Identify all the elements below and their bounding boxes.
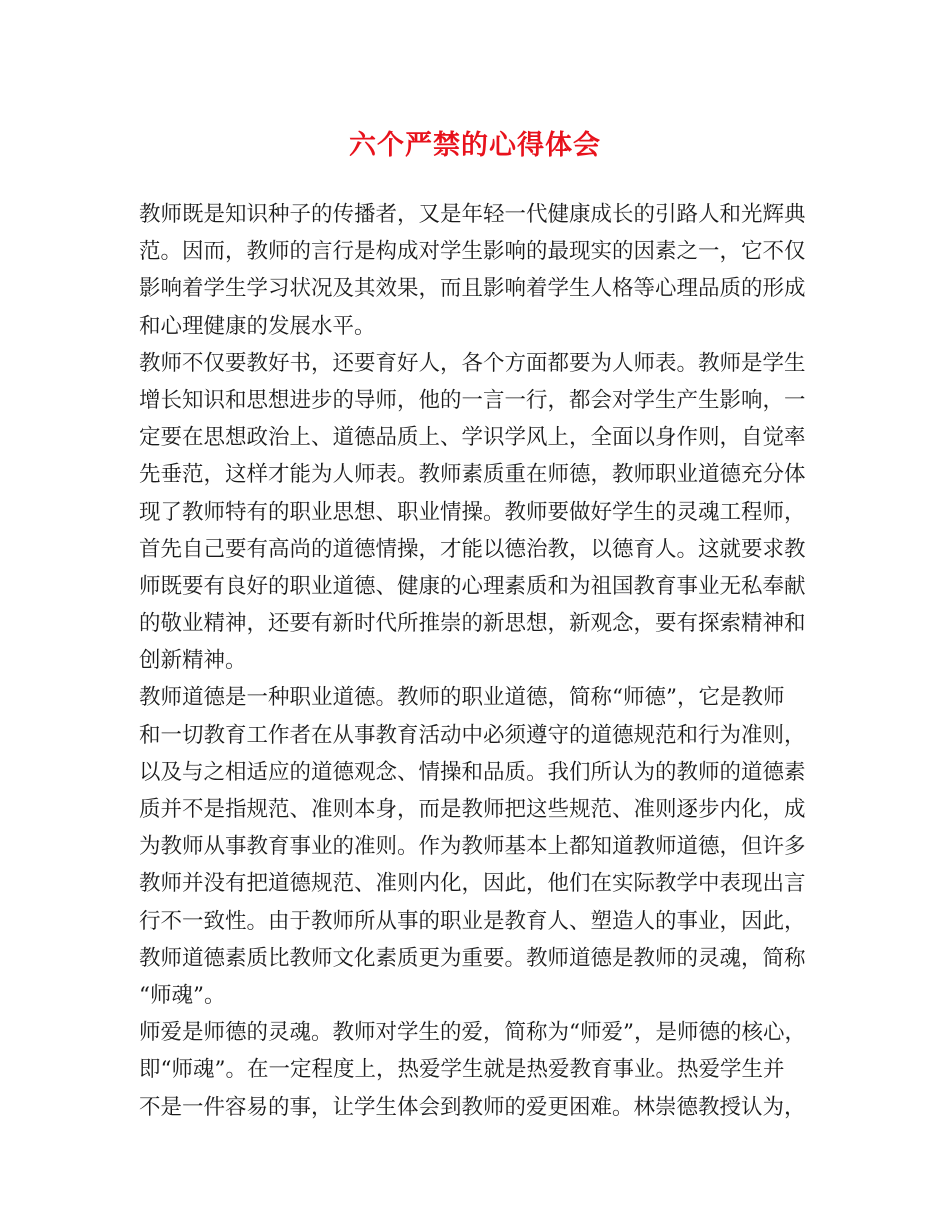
text-line: 范。因而，教师的言行是构成对学生影响的最现实的因素之一，它不仅 <box>139 239 806 265</box>
text-line: 的敬业精神，还要有新时代所推崇的新思想，新观念，要有探索精神和 <box>139 611 806 637</box>
text-line: 教师道德素质比教师文化素质更为重要。教师道德是教师的灵魂，简称 <box>139 945 806 971</box>
text-line: 以及与之相适应的道德观念、情操和品质。我们所认为的教师的道德素 <box>139 759 806 785</box>
text-line: 和一切教育工作者在从事教育活动中必须遵守的道德规范和行为准则， <box>139 722 806 748</box>
text-line: 师爱是师德的灵魂。教师对学生的爱，简称为“师爱”，是师德的核心， <box>139 1020 806 1046</box>
document-body <box>139 196 829 1126</box>
text-line: 行不一致性。由于教师所从事的职业是教育人、塑造人的事业，因此， <box>139 908 806 934</box>
text-line: 为教师从事教育事业的准则。作为教师基本上都知道教师道德，但许多 <box>139 834 806 860</box>
text-line: 增长知识和思想进步的导师，他的一言一行，都会对学生产生影响，一 <box>139 387 806 413</box>
text-line: “师魂”。 <box>139 982 226 1008</box>
text-line: 和心理健康的发展水平。 <box>139 313 376 339</box>
text-line: 即“师魂”。在一定程度上，热爱学生就是热爱教育事业。热爱学生并 <box>139 1057 785 1083</box>
text-line: 师既要有良好的职业道德、健康的心理素质和为祖国教育事业无私奉献 <box>139 573 806 599</box>
document-title: 六个严禁的心得体会 <box>349 130 601 161</box>
text-line: 影响着学生学习状况及其效果，而且影响着学生人格等心理品质的形成 <box>139 276 806 302</box>
text-line: 教师不仅要教好书，还要育好人，各个方面都要为人师表。教师是学生 <box>139 350 806 376</box>
text-line: 首先自己要有高尚的道德情操，才能以德治教，以德育人。这就要求教 <box>139 536 806 562</box>
text-line: 先垂范，这样才能为人师表。教师素质重在师德，教师职业道德充分体 <box>139 462 806 488</box>
text-line: 创新精神。 <box>139 648 247 674</box>
text-line: 不是一件容易的事，让学生体会到教师的爱更困难。林崇德教授认为， <box>139 1094 806 1120</box>
text-line: 教师既是知识种子的传播者，又是年轻一代健康成长的引路人和光辉典 <box>139 202 806 227</box>
text-line: 教师道德是一种职业道德。教师的职业道德，简称“师德”，它是教师 <box>139 685 785 711</box>
text-line: 定要在思想政治上、道德品质上、学识学风上，全面以身作则，自觉率 <box>139 425 806 451</box>
text-line: 教师并没有把道德规范、准则内化，因此，他们在实际教学中表现出言 <box>139 871 806 897</box>
text-line: 现了教师特有的职业思想、职业情操。教师要做好学生的灵魂工程师， <box>139 499 806 525</box>
text-line: 质并不是指规范、准则本身，而是教师把这些规范、准则逐步内化，成 <box>139 797 806 822</box>
